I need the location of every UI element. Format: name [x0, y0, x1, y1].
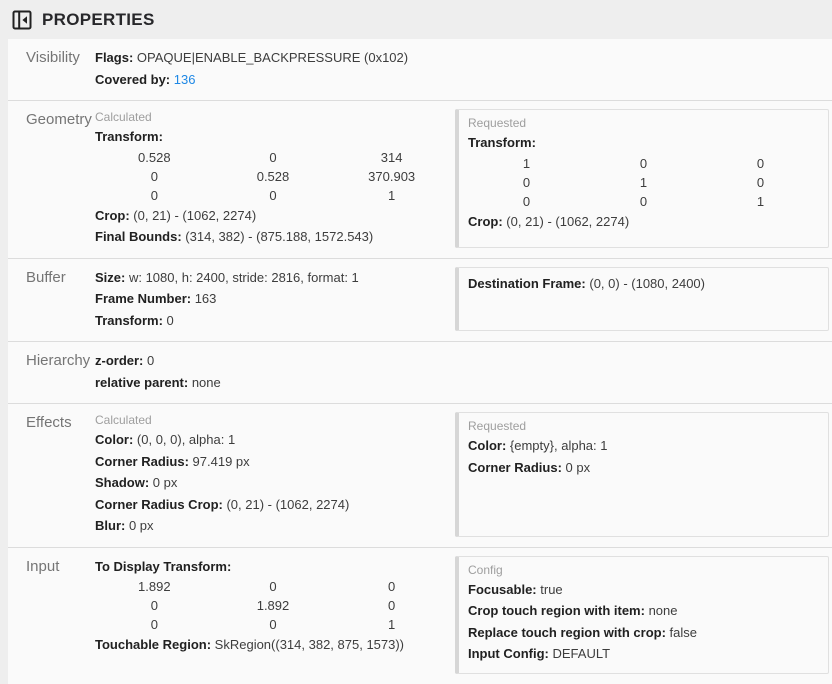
property-key: Corner Radius Crop:	[95, 496, 223, 512]
property-value: SkRegion((314, 382, 875, 1573))	[214, 637, 405, 652]
property-value: (0, 21) - (1062, 2274)	[226, 496, 350, 512]
property-row-covered-by	[95, 69, 829, 91]
property-value: true	[540, 581, 563, 597]
matrix-cell: 1.892	[256, 598, 290, 613]
transform-label: Transform:	[468, 135, 536, 150]
covered-by-link[interactable]: 136	[173, 71, 196, 87]
section-label: Effects	[26, 414, 72, 431]
properties-header	[0, 0, 832, 39]
matrix-cell: 0	[269, 149, 277, 165]
property-value: none	[648, 603, 678, 618]
property-key: Color:	[95, 432, 134, 447]
input-group	[95, 556, 451, 674]
geometry-calculated-group	[95, 109, 451, 248]
property-value: (0, 21) - (1062, 2274)	[506, 213, 630, 229]
property-value: (0, 0, 0), alpha: 1	[136, 432, 236, 447]
matrix-cell: 0.528	[256, 168, 290, 184]
matrix-cell: 1	[639, 174, 648, 190]
transform-matrix	[95, 148, 451, 205]
property-row-focusable	[468, 579, 819, 601]
group-heading: Config	[468, 562, 503, 577]
matrix-cell: 1	[388, 187, 396, 203]
property-value: none	[191, 374, 221, 390]
property-key: Frame Number:	[95, 291, 192, 306]
property-value: 0 px	[128, 518, 154, 533]
property-row-corner-radius	[468, 457, 819, 479]
property-row-input-config	[468, 643, 819, 665]
group-heading: Requested	[468, 116, 527, 130]
group-heading: Requested	[468, 419, 527, 433]
property-row-shadow	[95, 472, 451, 494]
matrix-cell: 0	[639, 193, 648, 209]
matrix-cell: 0	[388, 579, 396, 594]
matrix-cell: 0	[269, 617, 277, 632]
matrix-cell: 0	[756, 155, 765, 171]
property-key: z-order:	[95, 353, 144, 368]
section-label: Geometry	[26, 111, 92, 128]
property-key: Covered by:	[95, 71, 171, 87]
property-key: Replace touch region with crop:	[468, 624, 666, 640]
property-row-corner-radius-crop	[95, 494, 451, 516]
input-config-group	[455, 556, 829, 674]
property-row-relative-parent	[95, 372, 829, 394]
hierarchy-group	[95, 350, 829, 393]
section-label: Hierarchy	[26, 352, 91, 369]
group-heading: Calculated	[95, 413, 152, 427]
property-row-blur	[95, 515, 451, 537]
property-row-transform	[95, 310, 451, 332]
property-value: (314, 382) - (875.188, 1572.543)	[185, 229, 374, 244]
matrix-cell: 0	[150, 598, 158, 613]
property-value: false	[669, 624, 698, 640]
property-row-frame-number	[95, 288, 451, 310]
matrix-cell: 0	[269, 579, 277, 594]
panel-collapse-icon[interactable]	[11, 9, 33, 31]
matrix-cell: 1	[756, 193, 765, 209]
property-key: Crop:	[468, 213, 503, 229]
geometry-requested-group	[455, 109, 829, 248]
config-box	[455, 556, 829, 674]
matrix-cell: 0	[756, 174, 765, 190]
property-value: w: 1080, h: 2400, stride: 2816, format: 1	[128, 269, 359, 285]
page-title: PROPERTIES	[42, 9, 155, 29]
section-visibility	[8, 39, 832, 101]
property-value: {empty}, alpha: 1	[509, 438, 608, 453]
property-value: (0, 21) - (1062, 2274)	[133, 207, 257, 223]
property-key: Color:	[468, 438, 507, 453]
visibility-group	[95, 47, 829, 90]
property-value: 0	[166, 312, 174, 328]
matrix-cell: 314	[380, 149, 403, 165]
section-geometry	[8, 101, 832, 259]
property-row-crop	[95, 205, 451, 227]
property-row-crop	[468, 211, 819, 233]
matrix-cell: 0	[269, 187, 277, 203]
property-key: Crop:	[95, 207, 130, 223]
properties-panel	[8, 39, 832, 684]
matrix-cell: 1	[388, 617, 396, 632]
matrix-cell: 0	[388, 598, 396, 613]
property-row-destination-frame	[468, 273, 819, 295]
transform-label: Transform:	[95, 129, 163, 144]
property-value: (0, 0) - (1080, 2400)	[589, 275, 705, 291]
property-key: Blur:	[95, 518, 126, 533]
section-label: Input	[26, 557, 60, 575]
property-key: Final Bounds:	[95, 229, 182, 244]
property-row-replace-touch-region	[468, 622, 819, 644]
property-value: OPAQUE|ENABLE_BACKPRESSURE (0x102)	[136, 50, 409, 65]
matrix-cell: 0	[522, 174, 531, 190]
property-key: Transform:	[95, 312, 163, 328]
matrix-cell: 0	[639, 155, 648, 171]
property-value: 163	[194, 291, 217, 306]
section-label: Buffer	[26, 268, 66, 286]
matrix-cell: 1	[522, 155, 531, 171]
property-row-flags	[95, 47, 829, 69]
requested-box	[455, 412, 829, 537]
property-key: Corner Radius:	[468, 459, 562, 475]
transform-matrix	[468, 154, 819, 211]
transform-label: To Display Transform:	[95, 558, 232, 574]
property-key: Crop touch region with item:	[468, 603, 645, 618]
property-key: Size:	[95, 269, 126, 285]
matrix-cell: 0	[150, 187, 158, 203]
matrix-cell: 0	[150, 168, 158, 184]
property-value: 97.419 px	[192, 453, 250, 469]
section-hierarchy	[8, 342, 832, 404]
matrix-cell: 0	[150, 617, 158, 632]
property-row-touchable-region	[95, 634, 451, 656]
property-key: Corner Radius:	[95, 453, 189, 469]
effects-calculated-group	[95, 412, 451, 537]
property-row-corner-radius	[95, 451, 451, 473]
section-effects	[8, 404, 832, 548]
group-heading: Calculated	[95, 110, 152, 124]
section-label: Visibility	[26, 49, 80, 66]
property-row-size	[95, 267, 451, 289]
property-key: Flags:	[95, 50, 134, 65]
requested-box	[455, 109, 829, 248]
property-key: Input Config:	[468, 646, 549, 661]
matrix-cell: 1.892	[138, 579, 171, 594]
requested-box	[455, 267, 829, 332]
property-value: 0 px	[152, 475, 178, 490]
effects-requested-group	[455, 412, 829, 537]
property-key: Focusable:	[468, 581, 537, 597]
section-buffer	[8, 259, 832, 343]
property-row-final-bounds	[95, 226, 451, 248]
property-value: DEFAULT	[552, 646, 611, 661]
section-input	[8, 548, 832, 684]
property-key: Touchable Region:	[95, 637, 212, 652]
property-key: Shadow:	[95, 475, 150, 490]
property-row-color	[468, 435, 819, 457]
property-row-color	[95, 429, 451, 451]
buffer-requested-group	[455, 267, 829, 332]
buffer-group	[95, 267, 451, 332]
transform-matrix	[95, 577, 451, 634]
matrix-cell: 0	[522, 193, 531, 209]
property-row-z-order	[95, 350, 829, 372]
property-key: Destination Frame:	[468, 275, 586, 291]
property-key: relative parent:	[95, 374, 189, 390]
property-value: 0 px	[565, 459, 591, 475]
matrix-cell: 370.903	[368, 168, 416, 184]
property-value: 0	[147, 353, 155, 368]
matrix-cell: 0.528	[138, 149, 171, 165]
property-row-crop-touch-region	[468, 600, 819, 622]
